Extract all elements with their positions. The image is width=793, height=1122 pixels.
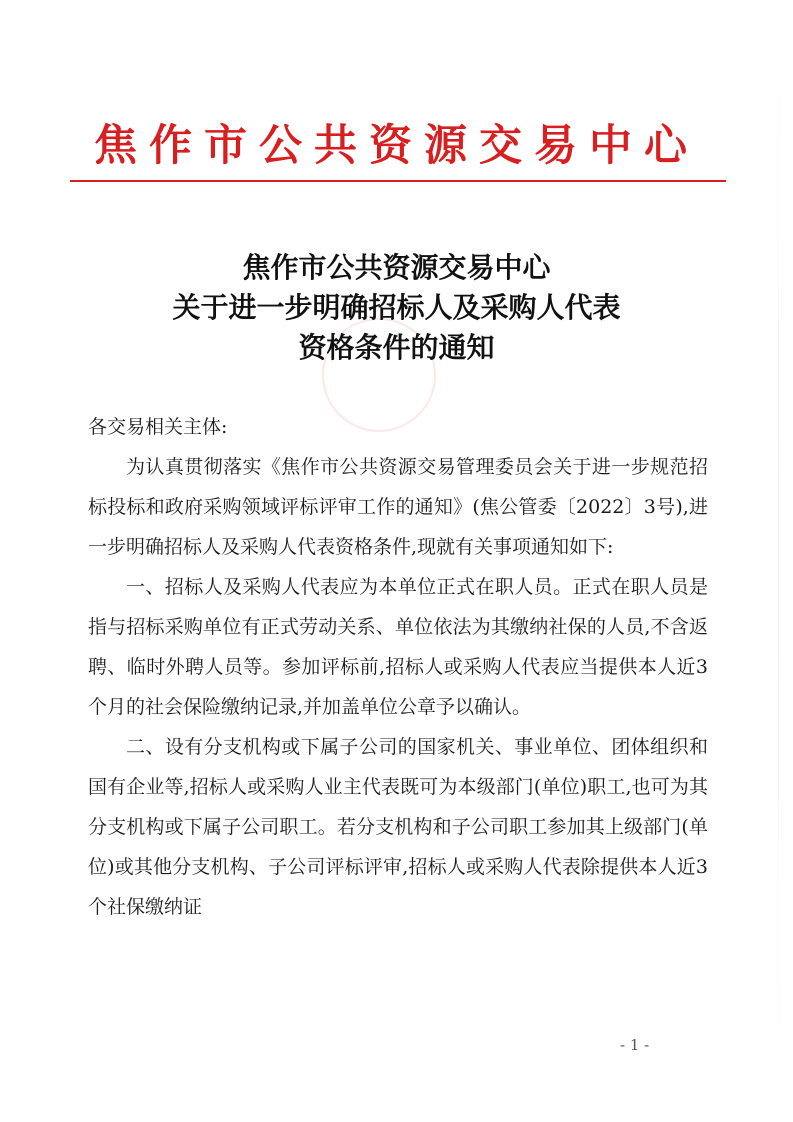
notice-body — [88, 407, 708, 927]
addressee: 各交易相关主体: — [88, 416, 228, 438]
notice-title-line-2: 关于进一步明确招标人及采购人代表 — [172, 291, 621, 324]
letterhead-org-name: 焦作市公共资源交易中心 — [94, 121, 699, 171]
notice-title-line-1: 焦作市公共资源交易中心 — [242, 251, 551, 284]
page-number: - 1 - — [620, 1036, 650, 1054]
body-paragraph-intro: 为认真贯彻落实《焦作市公共资源交易管理委员会关于进一步规范招标投标和政府采购领域评标评审工作的通知》(焦公管委〔2022〕3号),进一步明确招标人及采购人代表资格条件,现就有关事项通知如下: — [88, 456, 708, 558]
letterhead-red-rule — [70, 180, 726, 182]
body-paragraph-item-2: 二、设有分支机构或下属子公司的国家机关、事业单位、团体组织和国有企业等,招标人或采购人业主代表既可为本级部门(单位)职工,也可为其分支机构或下属子公司职工。若分支机构和子公司职工参加其上级部门(单位)或其他分支机构、子公司评标评审,招标人或采购人代表除提供本人近3个社保缴纳证 — [88, 736, 708, 918]
notice-title — [0, 248, 793, 368]
notice-title-line-3: 资格条件的通知 — [298, 331, 495, 364]
body-paragraph-item-1: 一、招标人及采购人代表应为本单位正式在职人员。正式在职人员是指与招标采购单位有正式劳动关系、单位依法为其缴纳社保的人员,不含返聘、临时外聘人员等。参加评标前,招标人或采购人代表应当提供本人近3个月的社会保险缴纳记录,并加盖单位公章予以确认。 — [88, 576, 708, 718]
